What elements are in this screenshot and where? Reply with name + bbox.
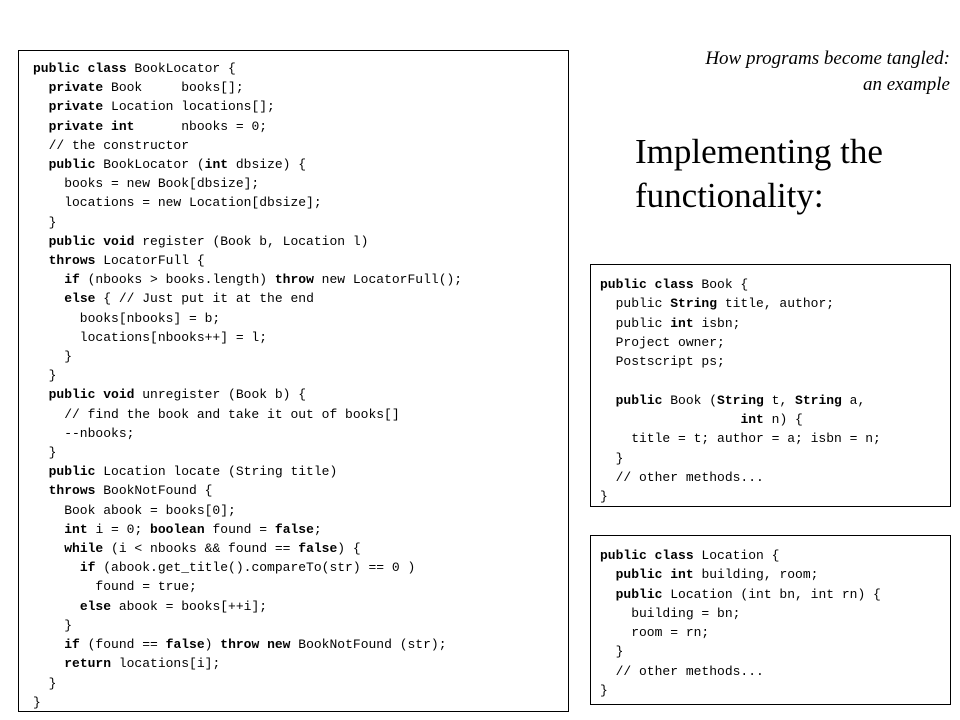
bookloc-code bbox=[33, 59, 568, 712]
code-keyword: throws bbox=[48, 253, 104, 269]
code-line bbox=[33, 654, 568, 673]
code-keyword: String bbox=[670, 296, 725, 312]
code-text: } bbox=[33, 694, 41, 710]
code-text bbox=[33, 99, 49, 114]
code-keyword: int bbox=[740, 412, 772, 428]
code-text: } bbox=[600, 489, 608, 505]
code-keyword: public class bbox=[33, 61, 135, 76]
code-text: Book ( bbox=[670, 392, 718, 408]
bookloc-code-box bbox=[18, 50, 569, 712]
code-text: ; bbox=[313, 521, 322, 537]
code-line bbox=[600, 410, 950, 429]
code-text: } bbox=[33, 349, 73, 365]
code-text bbox=[33, 560, 80, 575]
code-line bbox=[33, 597, 568, 616]
code-line bbox=[600, 565, 950, 584]
code-text: ) { bbox=[337, 541, 361, 557]
code-text bbox=[33, 234, 49, 249]
code-keyword: while bbox=[64, 541, 112, 557]
code-text bbox=[600, 373, 608, 388]
code-text: BookLocator ( bbox=[103, 157, 205, 173]
code-text bbox=[600, 393, 616, 408]
code-text: found = true; bbox=[33, 579, 197, 595]
code-text: --nbooks; bbox=[33, 425, 135, 441]
code-line bbox=[33, 251, 568, 270]
code-line bbox=[33, 616, 568, 635]
code-text: building = bn; bbox=[600, 605, 741, 621]
code-line bbox=[33, 97, 568, 116]
code-text: } bbox=[33, 368, 57, 384]
code-line bbox=[600, 294, 950, 313]
code-line bbox=[600, 333, 950, 352]
code-line bbox=[33, 117, 568, 136]
code-text bbox=[33, 387, 49, 402]
code-text: new LocatorFull(); bbox=[321, 272, 463, 288]
code-line bbox=[600, 642, 950, 661]
code-line bbox=[600, 429, 950, 448]
code-line bbox=[33, 289, 568, 308]
code-line bbox=[33, 385, 568, 404]
code-text bbox=[33, 157, 49, 172]
code-keyword: throw new bbox=[220, 637, 299, 653]
code-line bbox=[600, 275, 950, 294]
code-text: locations[i]; bbox=[118, 656, 221, 672]
code-keyword: public void bbox=[48, 387, 143, 403]
code-line bbox=[33, 539, 568, 558]
location-code-box bbox=[590, 535, 951, 705]
code-line bbox=[33, 693, 568, 712]
subtitle-line-1: How programs become tangled: bbox=[705, 48, 950, 69]
code-text: books = new Book[dbsize]; bbox=[33, 176, 260, 192]
code-text: LocatorFull { bbox=[103, 253, 205, 269]
code-keyword: throw bbox=[274, 272, 322, 288]
code-text: BookNotFound (str); bbox=[298, 637, 447, 653]
code-text: BookLocator { bbox=[134, 61, 236, 76]
code-keyword: return bbox=[64, 656, 119, 672]
code-text: Book abook = books[0]; bbox=[33, 502, 236, 518]
code-line bbox=[33, 309, 568, 328]
code-line bbox=[33, 481, 568, 500]
code-text: locations = new Location[dbsize]; bbox=[33, 195, 322, 211]
code-text: Location { bbox=[701, 548, 780, 563]
code-line bbox=[33, 270, 568, 289]
code-text: room = rn; bbox=[600, 625, 710, 641]
code-text bbox=[33, 541, 64, 556]
code-text: n) { bbox=[771, 412, 803, 428]
code-keyword: public bbox=[48, 464, 104, 480]
code-text: Book { bbox=[701, 277, 749, 292]
code-line bbox=[33, 136, 568, 155]
code-keyword: private int bbox=[48, 118, 182, 134]
code-line bbox=[600, 623, 950, 642]
code-line bbox=[33, 366, 568, 385]
book-code-box bbox=[590, 264, 951, 507]
code-line bbox=[600, 604, 950, 623]
code-text: unregister (Book b) { bbox=[142, 387, 307, 403]
code-keyword: private bbox=[48, 80, 112, 96]
code-line bbox=[600, 681, 950, 700]
code-text: // find the book and take it out of books[] bbox=[33, 406, 400, 422]
code-keyword: public int bbox=[615, 567, 702, 583]
code-keyword: public bbox=[48, 157, 104, 173]
code-keyword: String bbox=[717, 392, 772, 408]
code-keyword: public class bbox=[600, 548, 702, 563]
code-text: i = 0; bbox=[95, 521, 151, 537]
code-text bbox=[33, 637, 64, 652]
subtitle-line-2: an example bbox=[862, 74, 950, 95]
heading-line-2: functionality: bbox=[635, 176, 824, 215]
code-line bbox=[33, 155, 568, 174]
slide-subtitle bbox=[620, 46, 950, 98]
code-line bbox=[600, 371, 950, 390]
code-text bbox=[600, 587, 616, 602]
code-text: building, room; bbox=[701, 567, 819, 583]
code-line bbox=[33, 577, 568, 596]
code-line bbox=[33, 213, 568, 232]
slide-heading bbox=[635, 130, 955, 218]
code-text: public bbox=[600, 315, 671, 331]
code-line bbox=[33, 78, 568, 97]
code-text: ) bbox=[204, 637, 221, 653]
code-keyword: private bbox=[48, 99, 112, 115]
code-text: isbn; bbox=[701, 315, 741, 331]
code-text: Project owner; bbox=[600, 334, 725, 350]
code-text: // other methods... bbox=[600, 663, 764, 679]
code-line bbox=[33, 405, 568, 424]
code-keyword: false bbox=[274, 521, 314, 537]
code-keyword: if bbox=[79, 560, 104, 576]
code-text: dbsize) { bbox=[235, 157, 307, 173]
code-text: Location locations[]; bbox=[111, 99, 275, 115]
code-line bbox=[33, 328, 568, 347]
code-line bbox=[33, 462, 568, 481]
code-line bbox=[600, 468, 950, 487]
code-text: books[nbooks] = b; bbox=[33, 310, 221, 326]
code-text bbox=[33, 253, 49, 268]
code-line bbox=[600, 352, 950, 371]
code-text: } bbox=[33, 214, 57, 230]
code-line bbox=[33, 232, 568, 251]
code-line bbox=[33, 501, 568, 520]
code-text: BookNotFound { bbox=[103, 483, 213, 499]
code-keyword: else bbox=[64, 291, 104, 307]
code-keyword: throws bbox=[48, 483, 104, 499]
code-line bbox=[33, 443, 568, 462]
code-text bbox=[33, 599, 80, 614]
code-keyword: int bbox=[64, 521, 96, 537]
code-text: } bbox=[600, 450, 624, 466]
code-keyword: if bbox=[64, 637, 88, 653]
code-line bbox=[33, 424, 568, 443]
code-keyword: if bbox=[64, 272, 88, 288]
code-text: title, author; bbox=[724, 296, 835, 312]
code-text: // the constructor bbox=[33, 137, 190, 153]
code-text: Location locate (String title) bbox=[103, 464, 338, 480]
code-line bbox=[33, 193, 568, 212]
code-text: (i < nbooks && found == bbox=[111, 541, 299, 557]
code-text: } bbox=[600, 683, 608, 699]
code-text: t, bbox=[771, 392, 796, 408]
code-text bbox=[600, 567, 616, 582]
book-code bbox=[600, 275, 950, 507]
code-text bbox=[33, 119, 49, 134]
code-line bbox=[33, 674, 568, 693]
code-line bbox=[33, 558, 568, 577]
code-keyword: false bbox=[298, 541, 338, 557]
code-text: (found == bbox=[87, 637, 166, 653]
code-text: (abook.get_title().compareTo(str) == 0 ) bbox=[103, 560, 416, 576]
code-text bbox=[33, 291, 64, 306]
location-code bbox=[600, 546, 950, 700]
code-text: locations[nbooks++] = l; bbox=[33, 329, 268, 345]
code-keyword: boolean bbox=[150, 521, 213, 537]
code-text: Location (int bn, int rn) { bbox=[670, 586, 881, 602]
code-keyword: false bbox=[165, 637, 205, 653]
code-text bbox=[33, 522, 64, 537]
code-line bbox=[33, 520, 568, 539]
code-text: title = t; author = a; isbn = n; bbox=[600, 431, 881, 447]
code-line bbox=[33, 635, 568, 654]
code-text: } bbox=[33, 445, 57, 461]
code-keyword: public bbox=[615, 586, 671, 602]
code-text: nbooks = 0; bbox=[181, 118, 268, 134]
code-text: // other methods... bbox=[600, 469, 764, 485]
code-line bbox=[600, 546, 950, 565]
code-text: public bbox=[600, 296, 671, 312]
code-text bbox=[33, 483, 49, 498]
code-line bbox=[33, 347, 568, 366]
code-keyword: else bbox=[79, 598, 119, 614]
code-line bbox=[600, 314, 950, 333]
code-text bbox=[33, 656, 64, 671]
code-text: register (Book b, Location l) bbox=[142, 233, 369, 249]
code-keyword: public void bbox=[48, 233, 143, 249]
code-text: Book books[]; bbox=[111, 80, 244, 96]
code-text: } bbox=[33, 675, 57, 691]
code-text: { // Just put it at the end bbox=[103, 291, 314, 307]
code-line bbox=[33, 59, 568, 78]
code-line bbox=[600, 662, 950, 681]
code-line bbox=[600, 391, 950, 410]
code-text bbox=[33, 464, 49, 479]
code-line bbox=[600, 487, 950, 506]
code-text bbox=[600, 412, 740, 427]
code-line bbox=[600, 449, 950, 468]
code-keyword: int bbox=[670, 315, 702, 331]
code-text: a, bbox=[849, 392, 866, 408]
code-text: Postscript ps; bbox=[600, 354, 725, 370]
code-text bbox=[33, 80, 49, 95]
code-text: abook = books[++i]; bbox=[118, 598, 268, 614]
code-keyword: public bbox=[615, 392, 671, 408]
code-text bbox=[33, 272, 64, 287]
code-text: } bbox=[33, 617, 73, 633]
code-keyword: public class bbox=[600, 277, 702, 292]
heading-line-1: Implementing the bbox=[635, 132, 883, 171]
code-text: (nbooks > books.length) bbox=[87, 272, 275, 288]
code-text: found = bbox=[212, 521, 275, 537]
code-line bbox=[600, 585, 950, 604]
code-line bbox=[33, 174, 568, 193]
code-text: } bbox=[600, 644, 624, 660]
code-keyword: String bbox=[795, 392, 850, 408]
code-keyword: int bbox=[204, 157, 236, 173]
